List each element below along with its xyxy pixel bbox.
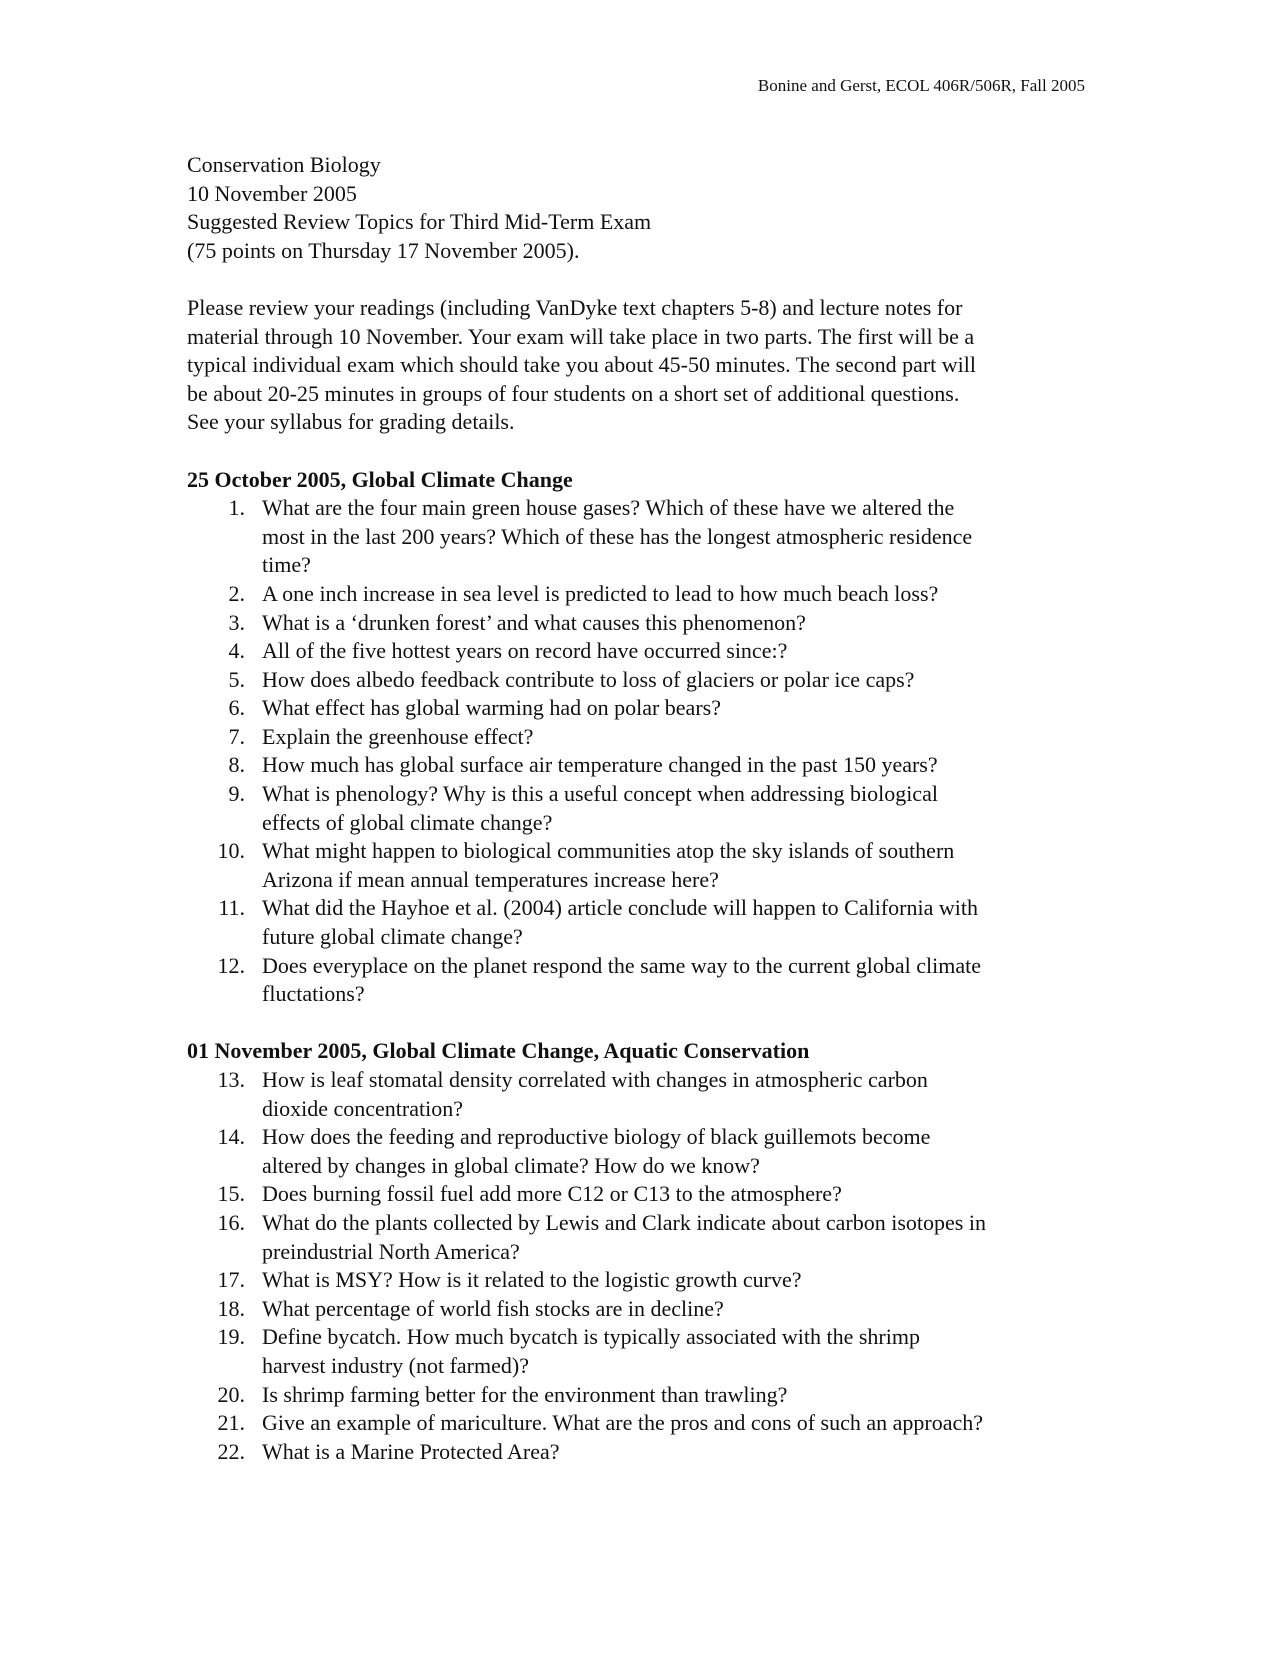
- question-text: [262, 751, 1087, 780]
- question-number: 20.: [217, 1381, 245, 1407]
- question-line: Is shrimp farming better for the environment than trawling?: [262, 1381, 788, 1407]
- question-line: dioxide concentration?: [262, 1095, 463, 1121]
- question-item: [187, 1295, 1087, 1324]
- running-header: Bonine and Gerst, ECOL 406R/506R, Fall 2005: [757, 76, 1085, 95]
- question-item: [187, 1266, 1087, 1295]
- question-number: 19.: [217, 1324, 245, 1350]
- question-text: [262, 1123, 1087, 1180]
- question-line: Does everyplace on the planet respond the same way to the current global climate: [262, 952, 982, 978]
- question-line: Give an example of mariculture. What are the pros and cons of such an approach?: [262, 1410, 984, 1436]
- exam-points: (75 points on Thursday 17 November 2005).: [187, 237, 580, 263]
- question-number: 10.: [217, 838, 245, 864]
- question-number: 22.: [217, 1438, 245, 1464]
- question-number: 18.: [217, 1295, 245, 1321]
- question-item: [187, 723, 1087, 752]
- question-item: [187, 1323, 1087, 1380]
- question-number: 12.: [217, 952, 245, 978]
- question-line: What are the four main green house gases? Which of these have we altered the: [262, 495, 955, 521]
- question-number: 3.: [228, 609, 245, 635]
- question-item: [187, 494, 1087, 580]
- question-line: most in the last 200 years? Which of these has the longest atmospheric residence: [262, 523, 973, 549]
- question-item: [187, 1438, 1087, 1467]
- question-line: Define bycatch. How much bycatch is typically associated with the shrimp: [262, 1324, 920, 1350]
- question-item: [187, 1209, 1087, 1266]
- question-text: [262, 780, 1087, 837]
- question-line: What is a ‘drunken forest’ and what causes this phenomenon?: [262, 609, 806, 635]
- question-line: What percentage of world fish stocks are in decline?: [262, 1295, 724, 1321]
- document-subject: Suggested Review Topics for Third Mid-Term Exam: [187, 209, 652, 235]
- question-number: 14.: [217, 1124, 245, 1150]
- question-number: 2.: [228, 580, 245, 606]
- question-line: How is leaf stomatal density correlated with changes in atmospheric carbon: [262, 1067, 928, 1092]
- question-line: Does burning fossil fuel add more C12 or C13 to the atmosphere?: [262, 1181, 842, 1207]
- intro-line: See your syllabus for grading details.: [187, 409, 515, 435]
- question-text: [262, 1438, 1087, 1467]
- question-line: What did the Hayhoe et al. (2004) article conclude will happen to California with: [262, 895, 978, 921]
- question-line: future global climate change?: [262, 924, 523, 950]
- intro-paragraph: [187, 294, 1087, 437]
- question-line: Arizona if mean annual temperatures increase here?: [262, 866, 719, 892]
- question-number: 4.: [228, 638, 245, 664]
- question-line: time?: [262, 552, 311, 578]
- question-text: [262, 666, 1087, 695]
- question-line: A one inch increase in sea level is predicted to lead to how much beach loss?: [262, 580, 939, 606]
- question-text: [262, 1266, 1087, 1295]
- question-item: [187, 1381, 1087, 1410]
- question-list: [187, 494, 1087, 1009]
- question-item: [187, 1123, 1087, 1180]
- question-item: [187, 780, 1087, 837]
- question-number: 1.: [228, 495, 245, 521]
- course-title: Conservation Biology: [187, 152, 381, 177]
- question-line: preindustrial North America?: [262, 1238, 520, 1264]
- question-item: [187, 609, 1087, 638]
- question-item: [187, 894, 1087, 951]
- question-item: [187, 580, 1087, 609]
- question-text: [262, 1295, 1087, 1324]
- question-text: [262, 1409, 1087, 1438]
- section-heading: 25 October 2005, Global Climate Change: [187, 466, 573, 492]
- question-list: [187, 1066, 1087, 1466]
- question-number: 8.: [228, 752, 245, 778]
- question-number: 15.: [217, 1181, 245, 1207]
- question-line: What effect has global warming had on polar bears?: [262, 695, 721, 721]
- question-text: [262, 580, 1087, 609]
- section-aquatic-conservation: [187, 1037, 1087, 1466]
- intro-line: typical individual exam which should take you about 45-50 minutes. The second part will: [187, 352, 976, 378]
- question-line: effects of global climate change?: [262, 809, 553, 835]
- question-line: altered by changes in global climate? How do we know?: [262, 1152, 760, 1178]
- intro-line: be about 20-25 minutes in groups of four students on a short set of additional questions.: [187, 380, 960, 406]
- question-item: [187, 1066, 1087, 1123]
- question-number: 11.: [218, 895, 245, 921]
- question-line: How much has global surface air temperature changed in the past 150 years?: [262, 752, 938, 778]
- intro-line: Please review your readings (including VanDyke text chapters 5-8) and lecture notes for: [187, 294, 963, 320]
- question-text: [262, 952, 1087, 1009]
- question-item: [187, 1409, 1087, 1438]
- question-text: [262, 1381, 1087, 1410]
- question-number: 6.: [228, 695, 245, 721]
- question-line: What might happen to biological communities atop the sky islands of southern: [262, 838, 955, 864]
- question-text: [262, 637, 1087, 666]
- question-number: 7.: [228, 723, 245, 749]
- question-line: How does the feeding and reproductive biology of black guillemots become: [262, 1124, 931, 1150]
- question-number: 5.: [228, 666, 245, 692]
- question-text: [262, 694, 1087, 723]
- intro-line: material through 10 November. Your exam will take place in two parts. The first will be a: [187, 323, 975, 349]
- question-number: 17.: [217, 1267, 245, 1293]
- question-number: 21.: [217, 1410, 245, 1436]
- question-line: All of the five hottest years on record have occurred since:?: [262, 638, 788, 664]
- title-block: [187, 151, 1087, 265]
- question-item: [187, 1180, 1087, 1209]
- question-item: [187, 694, 1087, 723]
- document-body: [187, 151, 1087, 1466]
- section-climate-change: [187, 466, 1087, 1009]
- question-text: [262, 1209, 1087, 1266]
- question-line: fluctations?: [262, 981, 365, 1007]
- question-line: What do the plants collected by Lewis and Clark indicate about carbon isotopes in: [262, 1209, 986, 1235]
- question-item: [187, 952, 1087, 1009]
- question-line: Explain the greenhouse effect?: [262, 723, 534, 749]
- question-line: What is a Marine Protected Area?: [262, 1438, 560, 1464]
- question-text: [262, 894, 1087, 951]
- question-text: [262, 1066, 1087, 1123]
- question-line: How does albedo feedback contribute to loss of glaciers or polar ice caps?: [262, 666, 915, 692]
- question-number: 13.: [217, 1067, 245, 1092]
- question-text: [262, 837, 1087, 894]
- question-item: [187, 637, 1087, 666]
- section-heading: 01 November 2005, Global Climate Change, Aquatic Conservation: [187, 1038, 810, 1064]
- question-line: What is MSY? How is it related to the logistic growth curve?: [262, 1267, 802, 1293]
- question-number: 16.: [217, 1209, 245, 1235]
- question-item: [187, 837, 1087, 894]
- question-text: [262, 609, 1087, 638]
- question-text: [262, 1323, 1087, 1380]
- document-date: 10 November 2005: [187, 180, 357, 206]
- question-number: 9.: [228, 781, 245, 807]
- question-text: [262, 494, 1087, 580]
- question-text: [262, 723, 1087, 752]
- question-line: harvest industry (not farmed)?: [262, 1352, 529, 1378]
- question-item: [187, 666, 1087, 695]
- question-line: What is phenology? Why is this a useful concept when addressing biological: [262, 781, 938, 807]
- question-item: [187, 751, 1087, 780]
- question-text: [262, 1180, 1087, 1209]
